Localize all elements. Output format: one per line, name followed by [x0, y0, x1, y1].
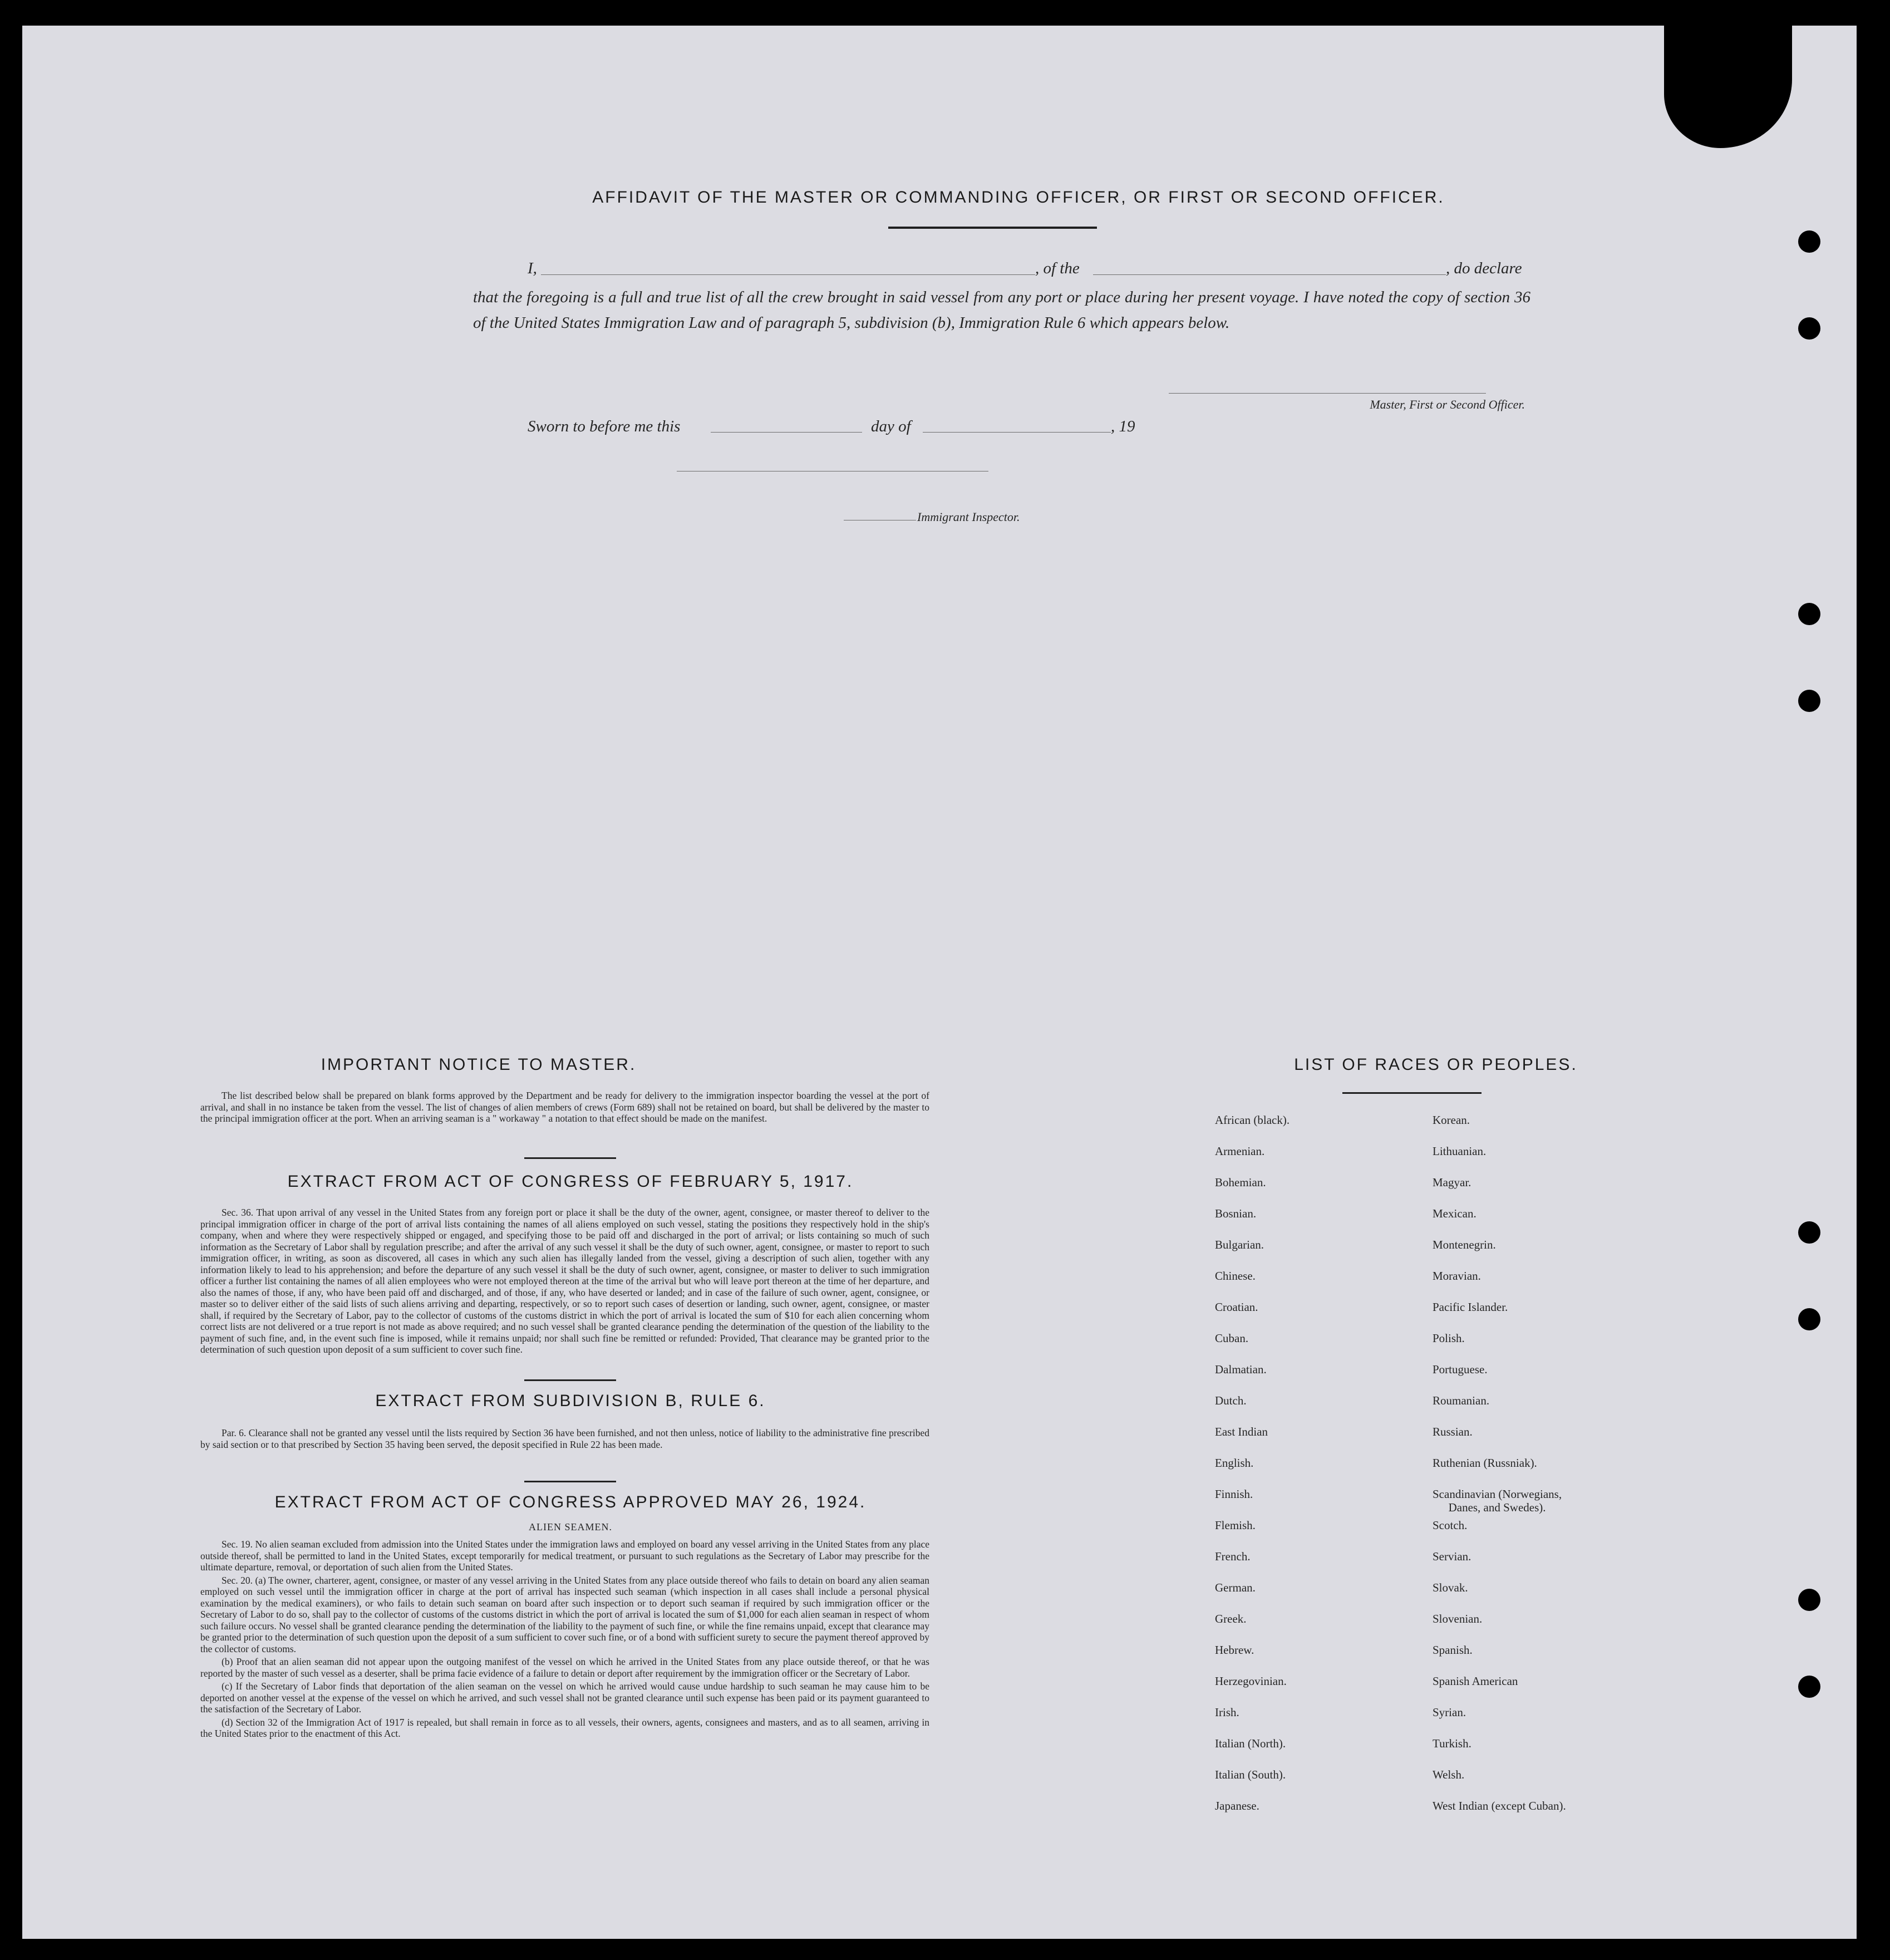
race-right-14: Servian. — [1433, 1550, 1471, 1563]
day-blank — [711, 432, 862, 433]
race-left-20: Italian (North). — [1215, 1737, 1286, 1750]
race-left-12: Finnish. — [1215, 1487, 1253, 1501]
race-left-9: Dutch. — [1215, 1394, 1247, 1407]
race-right-1: Lithuanian. — [1433, 1144, 1487, 1158]
vessel-blank — [1093, 274, 1446, 275]
extract-1924-text — [200, 1539, 929, 1741]
sworn-year: , 19 — [1111, 417, 1135, 435]
affidavit-do-declare: , do declare — [1446, 259, 1522, 277]
binder-hole — [1798, 1589, 1820, 1611]
signature-label: Master, First or Second Officer. — [1370, 397, 1525, 411]
race-right-12: Scandinavian (Norwegians, Danes, and Swedes). — [1433, 1487, 1562, 1514]
race-right-22: West Indian (except Cuban). — [1433, 1799, 1566, 1812]
race-left-1: Armenian. — [1215, 1144, 1265, 1158]
race-right-0: Korean. — [1433, 1113, 1470, 1127]
binder-hole — [1798, 230, 1820, 253]
section-rule — [524, 1379, 616, 1381]
extract-rule6-paragraph: Par. 6. Clearance shall not be granted any vessel until the lists required by Section 36 have been furnished, and not then unless, notice of liability to the administrative fine prescribed by said section or to that prescribed by Section 35 having been served, the deposit specified in Rule 22 has been made. — [200, 1427, 929, 1450]
binder-hole — [1798, 603, 1820, 625]
extract-1917-title: EXTRACT FROM ACT OF CONGRESS OF FEBRUARY 5, 1917. — [287, 1172, 854, 1191]
torn-corner — [1664, 26, 1792, 148]
race-left-5: Chinese. — [1215, 1269, 1256, 1283]
sec-20c-paragraph: (c) If the Secretary of Labor finds that deportation of the alien seaman on the vessel on which he arrived would cause undue hardship to such seaman he may cause him to be deported on another vessel at the expense of the vessel on which he arrived, and such vessel shall not be granted clearance until such expense has been paid or its payment guaranteed to the satisfaction of the Secretary of Labor. — [200, 1681, 929, 1715]
race-right-3: Mexican. — [1433, 1207, 1476, 1220]
race-left-17: Hebrew. — [1215, 1643, 1254, 1657]
race-left-2: Bohemian. — [1215, 1176, 1266, 1189]
race-right-18: Spanish American — [1433, 1674, 1518, 1688]
race-left-14: French. — [1215, 1550, 1251, 1563]
race-right-19: Syrian. — [1433, 1706, 1466, 1719]
race-right-15: Slovak. — [1433, 1581, 1468, 1594]
races-rule — [1342, 1092, 1482, 1094]
race-right-7: Polish. — [1433, 1332, 1465, 1345]
race-right-8: Portuguese. — [1433, 1363, 1488, 1376]
sec-19-paragraph: Sec. 19. No alien seaman excluded from admission into the United States under the immigration laws and employed on board any vessel arriving in the United States from any place outside thereof, shall be permitted to land in the United States, except temporarily for medical treatment, or pursuant to such regulations as the Secretary of Labor may prescribe for the ultimate departure, removal, or deportation of such alien from the United States. — [200, 1539, 929, 1573]
race-right-16: Slovenian. — [1433, 1612, 1483, 1625]
race-right-4: Montenegrin. — [1433, 1238, 1496, 1251]
race-left-8: Dalmatian. — [1215, 1363, 1267, 1376]
name-blank — [541, 274, 1035, 275]
race-left-18: Herzegovinian. — [1215, 1674, 1287, 1688]
sec-20a-paragraph: Sec. 20. (a) The owner, charterer, agent, consignee, or master of any vessel arriving in the United States from any place outside thereof who fails to detain on board any alien seaman employed on such vessel until the immigration officer in charge at the port of arrival has inspected such seaman (which inspection in all cases shall include a personal physical examination by the medical examiners), or who fails to detain such seaman on board after such inspection or to deport such seaman if required by such immigration officer or the Secretary of Labor to do so, shall pay to the collector of customs of the customs district in which the port of arrival is located the sum of $1,000 for each alien seaman in respect of whom such failure occurs. No vessel shall be granted clearance pending the determination of the liability to the payment of such fine, or while the fine remains unpaid, except that clearance may be granted prior to the determination of such question upon the deposit of a sum sufficient to cover such fine, or of a bond with sufficient surety to secure the payment thereof approved by the collector of customs. — [200, 1574, 929, 1654]
sec-20d-paragraph: (d) Section 32 of the Immigration Act of 1917 is repealed, but shall remain in force as to all vessels, their owners, agents, consignees and masters, and as to all seamen, arriving in the United States prior to the enactment of this Act. — [200, 1716, 929, 1739]
notice-text — [200, 1090, 929, 1126]
month-blank — [923, 432, 1111, 433]
race-left-11: English. — [1215, 1456, 1254, 1470]
binder-hole — [1798, 1308, 1820, 1330]
race-left-0: African (black). — [1215, 1113, 1290, 1127]
race-right-5: Moravian. — [1433, 1269, 1481, 1283]
race-left-16: Greek. — [1215, 1612, 1247, 1625]
section-rule — [524, 1157, 616, 1159]
race-right-20: Turkish. — [1433, 1737, 1471, 1750]
race-left-10: East Indian — [1215, 1425, 1268, 1438]
race-right-9: Roumanian. — [1433, 1394, 1490, 1407]
affidavit-i: I, — [528, 259, 537, 277]
race-left-22: Japanese. — [1215, 1799, 1259, 1812]
sworn-prefix: Sworn to before me this — [528, 417, 681, 435]
affidavit-of-the: , of the — [1035, 259, 1080, 277]
binder-hole — [1798, 317, 1820, 340]
race-left-21: Italian (South). — [1215, 1768, 1286, 1781]
race-right-17: Spanish. — [1433, 1643, 1473, 1657]
notice-title: IMPORTANT NOTICE TO MASTER. — [321, 1055, 637, 1074]
extract-1924-title: EXTRACT FROM ACT OF CONGRESS APPROVED MAY 26, 1924. — [274, 1493, 867, 1511]
race-left-3: Bosnian. — [1215, 1207, 1257, 1220]
race-left-4: Bulgarian. — [1215, 1238, 1264, 1251]
race-left-6: Croatian. — [1215, 1300, 1258, 1314]
race-left-13: Flemish. — [1215, 1519, 1256, 1532]
race-right-10: Russian. — [1433, 1425, 1473, 1438]
extract-rule6-text — [200, 1427, 929, 1452]
sworn-day-of: day of — [871, 417, 911, 435]
affidavit-title: AFFIDAVIT OF THE MASTER OR COMMANDING OFFICER, OR FIRST OR SECOND OFFICER. — [592, 188, 1445, 207]
sec-20b-paragraph: (b) Proof that an alien seaman did not appear upon the outgoing manifest of the vessel on which he arrived in the United States from any place outside thereof, or that he was reported by the master of such vessel as a deserter, shall be prima facie evidence of a failure to detain or deport after requirement by the immigration officer or the Secretary of Labor. — [200, 1656, 929, 1679]
race-right-2: Magyar. — [1433, 1176, 1471, 1189]
section-rule — [524, 1481, 616, 1482]
race-right-13: Scotch. — [1433, 1519, 1468, 1532]
binder-hole — [1798, 1676, 1820, 1698]
race-right-6: Pacific Islander. — [1433, 1300, 1508, 1314]
signature-line — [1169, 393, 1486, 394]
race-left-19: Irish. — [1215, 1706, 1239, 1719]
binder-hole — [1798, 1221, 1820, 1244]
race-right-21: Welsh. — [1433, 1768, 1465, 1781]
extract-1917-text — [200, 1207, 929, 1357]
affidavit-body: that the foregoing is a full and true list of all the crew brought in said vessel from any port or place during her present voyage. I have noted the copy of section 36 of the United States Immigration Law and of paragraph 5, subdivision (b), Immigration Rule 6 which appears below. — [473, 288, 1530, 332]
alien-seamen-subtitle: ALIEN SEAMEN. — [529, 1521, 612, 1532]
title-rule — [888, 227, 1097, 229]
race-left-7: Cuban. — [1215, 1332, 1249, 1345]
inspector-label: Immigrant Inspector. — [917, 510, 1020, 524]
document-page — [22, 26, 1857, 1939]
notice-paragraph: The list described below shall be prepared on blank forms approved by the Department and be ready for delivery to the immigration inspector boarding the vessel at the port of arrival, and shall in no instance be taken from the vessel. The list of changes of alien members of crews (Form 689) shall not be retained on board, but shall be delivered by the master to the principal immigration officer at the port. When an arriving seaman is a " workaway " a notation to that effect should be made on the manifest. — [200, 1090, 929, 1124]
race-right-11: Ruthenian (Russniak). — [1433, 1456, 1537, 1470]
extract-rule6-title: EXTRACT FROM SUBDIVISION B, RULE 6. — [375, 1392, 766, 1410]
race-left-15: German. — [1215, 1581, 1256, 1594]
extract-1917-paragraph: Sec. 36. That upon arrival of any vessel in the United States from any foreign port or place it shall be the duty of the owner, agent, consignee, or master thereof to deliver to the principal immigration officer in charge of the port of arrival lists containing the names of all aliens employed on such vessel, stating the positions they respectively hold in the ship's company, when and where they were respectively shipped or engaged, and specifying those to be paid off and discharged in the port of arrival; or lists containing so much of such information as the Secretary of Labor shall by regulation prescribe; and after the arrival of any such vessel it shall be the duty of such owner, agent, consignee, or master to report to such immigration officer, in writing, as soon as discovered, all cases in which any such alien has illegally landed from the vessel, giving a description of such alien, together with any information likely to lead to his apprehension; and before the departure of any such vessel it shall be the duty of such owner, agent, consignee, or master to deliver to such immigration officer a further list containing the names of all alien employees who were not employed thereon at the time of the arrival but who will leave port thereon at the time of her departure, and also the names of those, if any, who have been paid off and discharged, and of those, if any, who have deserted or landed; and in case of the failure of such owner, agent, consignee, or master so to deliver either of the said lists of such aliens arriving and departing, respectively, or so to report such cases of desertion or landing, such owner, agent, consignee, or master shall, if required by the Secretary of Labor, pay to the collector of customs of the customs district in which the port of arrival is located the sum of $10 for each alien concerning whom correct lists are not delivered or a true report is not made as above required; and no such vessel shall be granted clearance pending the determination of the question of the liability to the payment of such fine, and, in the event such fine is imposed, while it remains unpaid; nor shall such fine be remitted or refunded: Provided, That clearance may be granted prior to the determination of such question upon deposit of a sum sufficient to cover such fine. — [200, 1207, 929, 1355]
races-title: LIST OF RACES OR PEOPLES. — [1294, 1055, 1578, 1074]
binder-hole — [1798, 690, 1820, 712]
